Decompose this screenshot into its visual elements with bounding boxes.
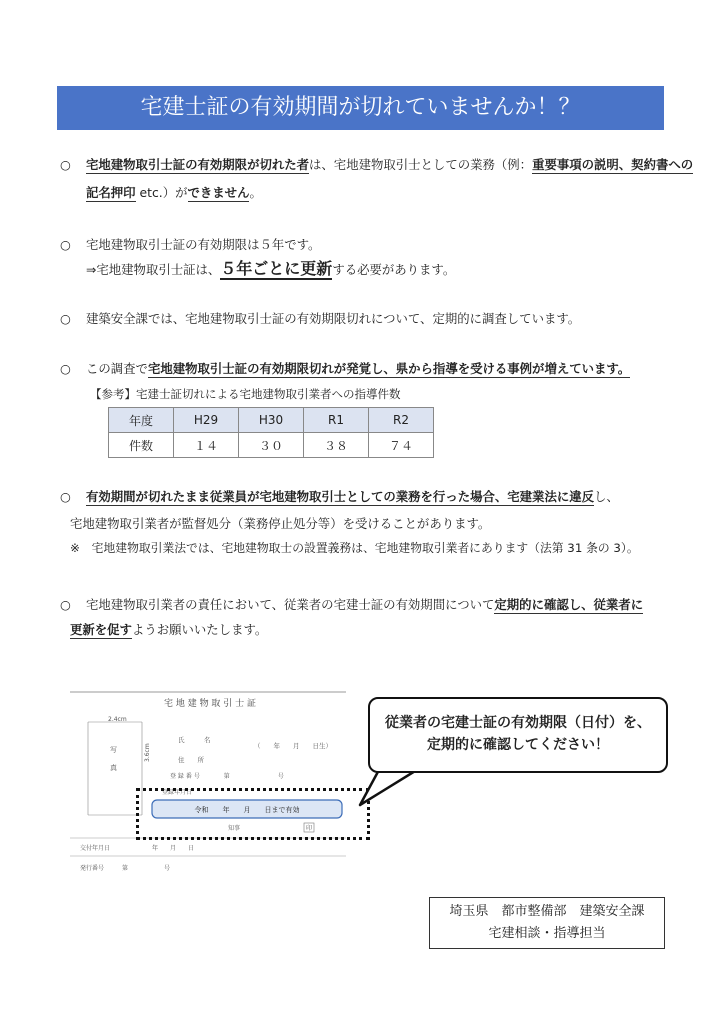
- cert-title: 宅 地 建 物 取 引 士 証: [163, 699, 257, 709]
- table-cell: ３０: [239, 433, 304, 458]
- table-cell: ３８: [304, 433, 369, 458]
- text: ようお願いいたします。: [131, 622, 268, 637]
- table-header-cell: 年度: [109, 408, 174, 433]
- notice-item-violation-cont: 宅地建物取引業者が監督処分（業務停止処分等）を受けることがあります。: [70, 516, 491, 531]
- notice-item-violation: [60, 484, 619, 510]
- table-cell: 件数: [109, 433, 174, 458]
- reference-caption: 【参考】宅建士証切れによる宅地建物取引業者への指導件数: [90, 387, 401, 401]
- bullet-icon: ○: [60, 157, 71, 172]
- text: し、: [594, 489, 619, 504]
- table-header-cell: R2: [369, 408, 434, 433]
- notice-item-request-cont: [70, 620, 267, 638]
- bold-text: 宅地建物取引士証の有効期限切れが発覚し、県から指導を受ける事例が増えています。: [147, 361, 631, 376]
- bold-text: 重要事項の説明、契約書への: [532, 157, 694, 172]
- cert-size-height: 3.6cm: [144, 743, 151, 762]
- bold-text: 定期的に確認し、従業者に: [494, 597, 644, 612]
- bullet-icon: ○: [60, 597, 71, 612]
- contact-section: 宅建相談・指導担当: [488, 926, 606, 941]
- text: 宅地建物取引士証の有効期限は５年です。: [86, 237, 321, 252]
- text: 宅地建物取引業者の責任において、従業者の宅建士証の有効期間について: [86, 597, 495, 612]
- cert-dob-label: （ 年 月 日生）: [254, 742, 332, 750]
- text: etc.）が: [135, 185, 188, 200]
- callout-line: 定期的に確認してください！: [427, 737, 609, 753]
- text: この調査で: [86, 361, 148, 376]
- notice-item-validity-cont: [86, 256, 455, 279]
- page-title: 宅建士証の有効期間が切れていませんか！？: [57, 86, 664, 130]
- cert-issue-number: 発行番号 第 号: [80, 865, 171, 872]
- table-cell: ７４: [369, 433, 434, 458]
- text: 。: [249, 185, 262, 200]
- notice-item-request: [60, 592, 643, 618]
- callout-line: 従業者の宅建士証の有効期限（日付）を、: [385, 715, 651, 731]
- cert-regdate-label: 登録年月日: [162, 789, 193, 796]
- law-note: ※ 宅地建物取引業法では、宅地建物取士の設置義務は、宅地建物取引業者にあります（法第 31 条の 3）。: [70, 541, 639, 555]
- notice-item-expired: [60, 152, 693, 178]
- bullet-icon: ○: [60, 311, 71, 326]
- cert-address-label: 住 所: [178, 756, 204, 764]
- cert-photo-label: 真: [110, 764, 117, 772]
- cert-photo-label: 写: [110, 746, 117, 754]
- table-cell: １４: [174, 433, 239, 458]
- text: は、宅地建物取引士としての業務（例：: [309, 157, 533, 172]
- contact-box: [429, 897, 665, 949]
- bullet-icon: ○: [60, 361, 71, 376]
- notice-item-cases: [60, 356, 630, 382]
- text: ⇒宅地建物取引士証は、: [86, 262, 221, 277]
- bold-text: 宅地建物取引士証の有効期限が切れた者: [86, 157, 310, 172]
- contact-dept: 埼玉県 都市整備部 建築安全課: [449, 904, 645, 919]
- certificate-sample-image: [70, 690, 350, 880]
- text: する必要があります。: [332, 262, 456, 277]
- table-header-cell: R1: [304, 408, 369, 433]
- notice-item-expired-cont: [86, 183, 262, 201]
- cert-size-width: 2.4cm: [108, 716, 127, 723]
- cert-governor-label: 知事: [228, 825, 241, 832]
- cert-reg-label: 登 録 番 号 第 号: [170, 773, 284, 780]
- cert-name-label: 氏 名: [178, 736, 211, 744]
- guidance-count-table: [108, 407, 434, 458]
- cert-issue-date: 交付年月日 年 月 日: [80, 845, 195, 852]
- callout-bubble: [368, 697, 668, 773]
- text: 建築安全課では、宅地建物取引士証の有効期限切れについて、定期的に調査しています。: [86, 311, 581, 326]
- cert-validity-text: 令和 年 月 日まで有効: [194, 806, 300, 814]
- highlight-text: ５年ごとに更新: [220, 259, 333, 278]
- validity-highlight-frame: [136, 788, 370, 840]
- table-header-row: [109, 408, 434, 433]
- notice-item-survey: [60, 306, 580, 332]
- notice-item-validity: [60, 232, 320, 258]
- table-row: [109, 433, 434, 458]
- bullet-icon: ○: [60, 489, 71, 504]
- bold-text: 記名押印: [86, 185, 136, 200]
- bold-text: 有効期間が切れたまま従業員が宅地建物取引士としての業務を行った場合、宅建業法に違反: [86, 489, 595, 504]
- bullet-icon: ○: [60, 237, 71, 252]
- bold-text: できません: [187, 185, 250, 200]
- bold-text: 更新を促す: [70, 622, 132, 637]
- cert-seal-label: 印: [305, 825, 313, 832]
- table-header-cell: H29: [174, 408, 239, 433]
- table-header-cell: H30: [239, 408, 304, 433]
